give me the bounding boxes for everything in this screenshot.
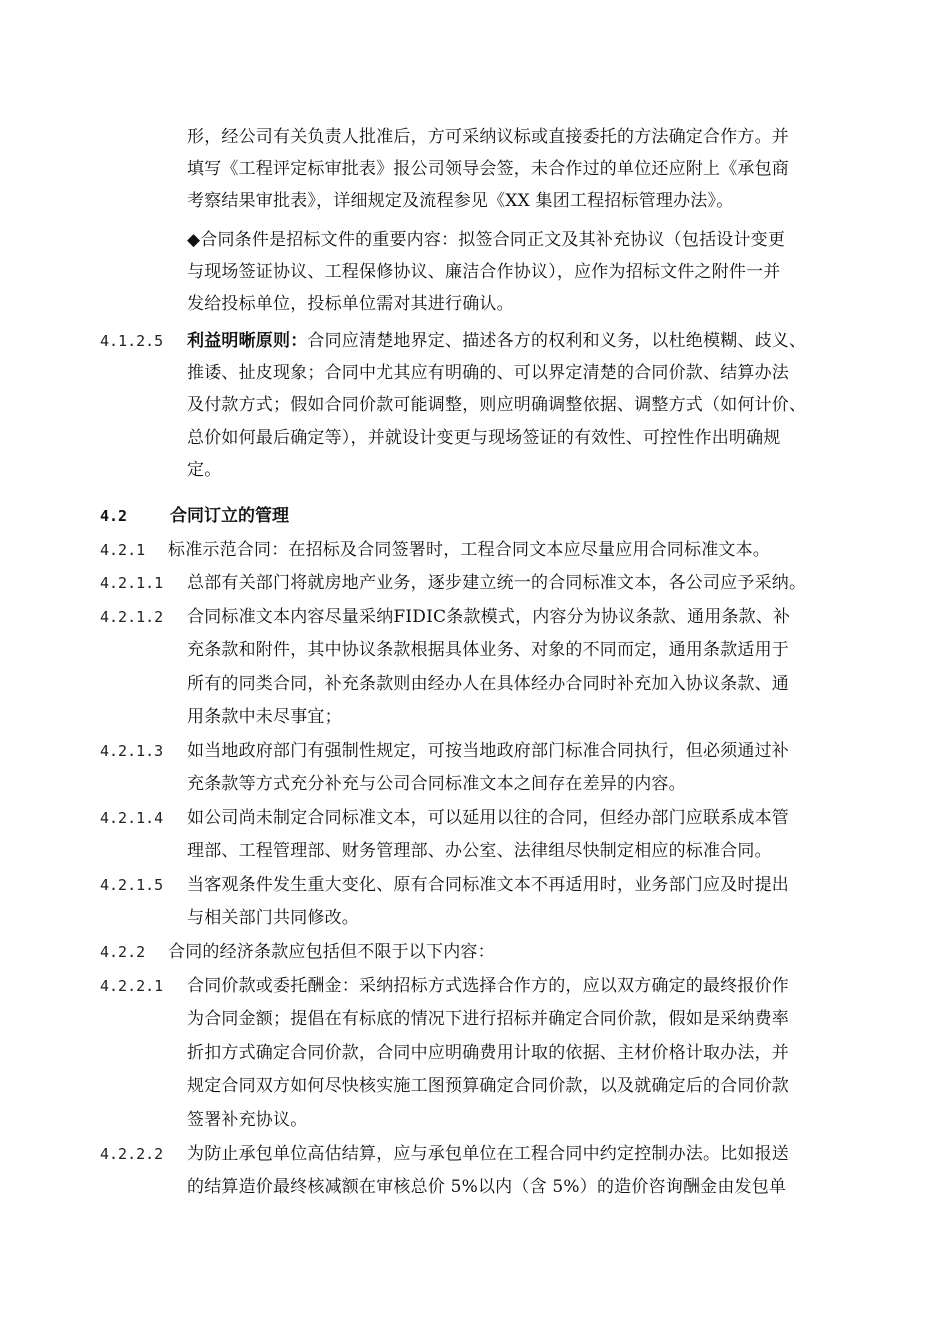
paragraph-line: ◆合同条件是招标文件的重要内容：拟签合同正文及其补充协议（包括设计变更 bbox=[187, 230, 786, 250]
clause-number: 4.1.2.5 bbox=[100, 332, 164, 350]
paragraph-line: 的结算造价最终核减额在审核总价 5%以内（含 5%）的造价咨询酬金由发包单 bbox=[187, 1177, 787, 1197]
clause-number: 4.2.1.4 bbox=[100, 809, 164, 827]
paragraph-line: 签署补充协议。 bbox=[187, 1110, 308, 1130]
paragraph-line: 规定合同双方如何尽快核实施工图预算确定合同价款，以及就确定后的合同价款 bbox=[187, 1076, 789, 1096]
clause-number: 4.2.1.3 bbox=[100, 742, 164, 760]
clause-text: 合同的经济条款应包括但不限于以下内容： bbox=[168, 942, 495, 962]
paragraph-line: 形，经公司有关负责人批准后，方可采纳议标或直接委托的方法确定合作方。并 bbox=[187, 127, 789, 147]
paragraph-line: 理部、工程管理部、财务管理部、办公室、法律组尽快制定相应的标准合同。 bbox=[187, 841, 772, 861]
paragraph-line: 与现场签证协议、工程保修协议、廉洁合作协议），应作为招标文件之附件一并 bbox=[187, 262, 781, 282]
paragraph-line: 如当地政府部门有强制性规定，可按当地政府部门标准合同执行，但必须通过补 bbox=[187, 741, 789, 761]
paragraph-line: 推诿、扯皮现象；合同中尤其应有明确的、可以界定清楚的合同价款、结算办法 bbox=[187, 363, 789, 383]
paragraph-line: 定。 bbox=[187, 460, 222, 480]
paragraph-line: 用条款中未尽事宜； bbox=[187, 707, 342, 727]
paragraph-line: 及付款方式；假如合同价款可能调整，则应明确调整依据、调整方式（如何计价、 bbox=[187, 395, 807, 415]
clause-bold-heading: 利益明晰原则： bbox=[187, 331, 308, 351]
paragraph-line: 总价如何最后确定等），并就设计变更与现场签证的有效性、可控性作出明确规 bbox=[187, 428, 781, 448]
paragraph-line: 充条款等方式充分补充与公司合同标准文本之间存在差异的内容。 bbox=[187, 774, 686, 794]
paragraph-line: 合同价款或委托酬金：采纳招标方式选择合作方的，应以双方确定的最终报价作 bbox=[187, 976, 789, 996]
paragraph-line: 考察结果审批表》，详细规定及流程参见《XX 集团工程招标管理办法》。 bbox=[187, 191, 734, 211]
paragraph-line: 当客观条件发生重大变化、原有合同标准文本不再适用时，业务部门应及时提出 bbox=[187, 875, 789, 895]
paragraph-line: 如公司尚未制定合同标准文本，可以延用以往的合同，但经办部门应联系成本管 bbox=[187, 808, 789, 828]
clause-first-line bbox=[187, 330, 806, 352]
paragraph-line: 填写《工程评定标审批表》报公司领导会签，未合作过的单位还应附上《承包商 bbox=[187, 159, 789, 179]
paragraph-line: 与相关部门共同修改。 bbox=[187, 908, 359, 928]
clause-number: 4.2.1.5 bbox=[100, 876, 164, 894]
section-title: 合同订立的管理 bbox=[170, 506, 289, 526]
clause-text: 标准示范合同：在招标及合同签署时，工程合同文本应尽量应用合同标准文本。 bbox=[168, 540, 770, 560]
clause-number: 4.2.2 bbox=[100, 943, 146, 961]
paragraph-line: 折扣方式确定合同价款，合同中应明确费用计取的依据、主材价格计取办法，并 bbox=[187, 1043, 789, 1063]
paragraph-line: 发给投标单位，投标单位需对其进行确认。 bbox=[187, 294, 514, 314]
clause-number: 4.2.1 bbox=[100, 541, 146, 559]
paragraph-line: 充条款和附件，其中协议条款根据具体业务、对象的不同而定，通用条款适用于 bbox=[187, 640, 789, 660]
clause-number: 4.2.2.2 bbox=[100, 1145, 164, 1163]
clause-text: 总部有关部门将就房地产业务，逐步建立统一的合同标准文本，各公司应予采纳。 bbox=[187, 573, 807, 593]
clause-number: 4.2.1.2 bbox=[100, 608, 164, 626]
paragraph-line: 为合同金额；提倡在有标底的情况下进行招标并确定合同价款，假如是采纳费率 bbox=[187, 1009, 789, 1029]
clause-number: 4.2.2.1 bbox=[100, 977, 164, 995]
clause-text: 合同应清楚地界定、描述各方的权利和义务，以杜绝模糊、歧义、 bbox=[307, 331, 807, 351]
clause-number: 4.2.1.1 bbox=[100, 574, 164, 592]
paragraph-line: 合同标准文本内容尽量采纳FIDIC条款模式，内容分为协议条款、通用条款、补 bbox=[187, 607, 791, 627]
paragraph-line: 为防止承包单位高估结算，应与承包单位在工程合同中约定控制办法。比如报送 bbox=[187, 1144, 789, 1164]
section-number: 4.2 bbox=[100, 507, 128, 525]
paragraph-line: 所有的同类合同，补充条款则由经办人在具体经办合同时补充加入协议条款、通 bbox=[187, 674, 789, 694]
